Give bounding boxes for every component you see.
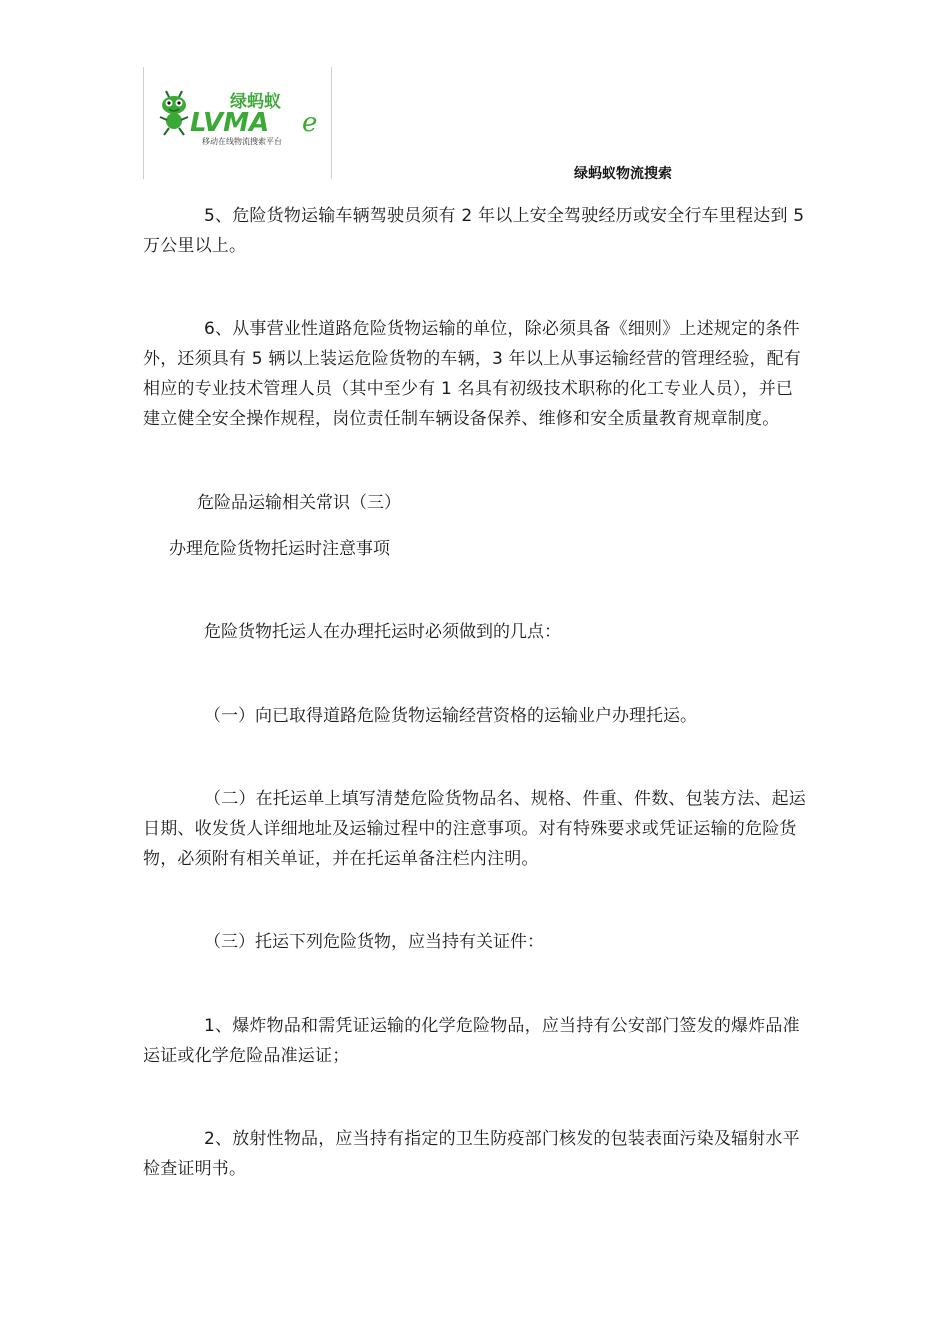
section-heading: 危险品运输相关常识（三） (197, 493, 401, 513)
intro-text: 危险货物托运人在办理托运时必须做到的几点： (204, 622, 561, 642)
lvma-logo (156, 87, 326, 149)
sub-item-1: 1、爆炸物品和需凭证运输的化学危险物品，应当持有公安部门签发的爆炸品准运证或化学危险品准运证； (143, 1016, 800, 1066)
logo-e: e (302, 108, 318, 138)
paragraph-5: 5、危险货物运输车辆驾驶员须有 2 年以上安全驾驶经历或安全行车里程达到 5 万公里以上。 (143, 206, 805, 256)
item-2: （二）在托运单上填写清楚危险货物品名、规格、件重、件数、包装方法、起运日期、收发货人详细地址及运输过程中的注意事项。对有特殊要求或凭证运输的危险货物，必须附有相关单证，并在托运单备注栏内注明。 (143, 789, 806, 869)
paragraph-6: 6、从事营业性道路危险货物运输的单位，除必须具备《细则》上述规定的条件外，还须具有 5 辆以上装运危险货物的车辆，3 年以上从事运输经营的管理经验，配有相应的专业技术管理人员（其中至少有 1 名具有初级技术职称的化工专业人员），并已建立健全安全操作规程，岗位责任制车辆设备保养、维修和安全质量教育规章制度。 (143, 319, 802, 429)
sub-item-2: 2、放射性物品，应当持有指定的卫生防疫部门核发的包装表面污染及辐射水平检查证明书。 (143, 1129, 800, 1179)
item-1: （一）向已取得道路危险货物运输经营资格的运输业户办理托运。 (204, 706, 697, 726)
site-name: 绿蚂蚁物流搜索 (574, 166, 672, 182)
ant-mascot-icon (160, 91, 188, 135)
logo-chinese: 绿蚂蚁 (230, 92, 281, 112)
header-logo-box (143, 67, 332, 179)
logo-english: LVMA (190, 108, 270, 138)
item-3: （三）托运下列危险货物，应当持有关证件： (204, 932, 544, 952)
section-subheading: 办理危险货物托运时注意事项 (169, 539, 390, 559)
logo-tagline: 移动在线物流搜索平台 (202, 137, 282, 146)
